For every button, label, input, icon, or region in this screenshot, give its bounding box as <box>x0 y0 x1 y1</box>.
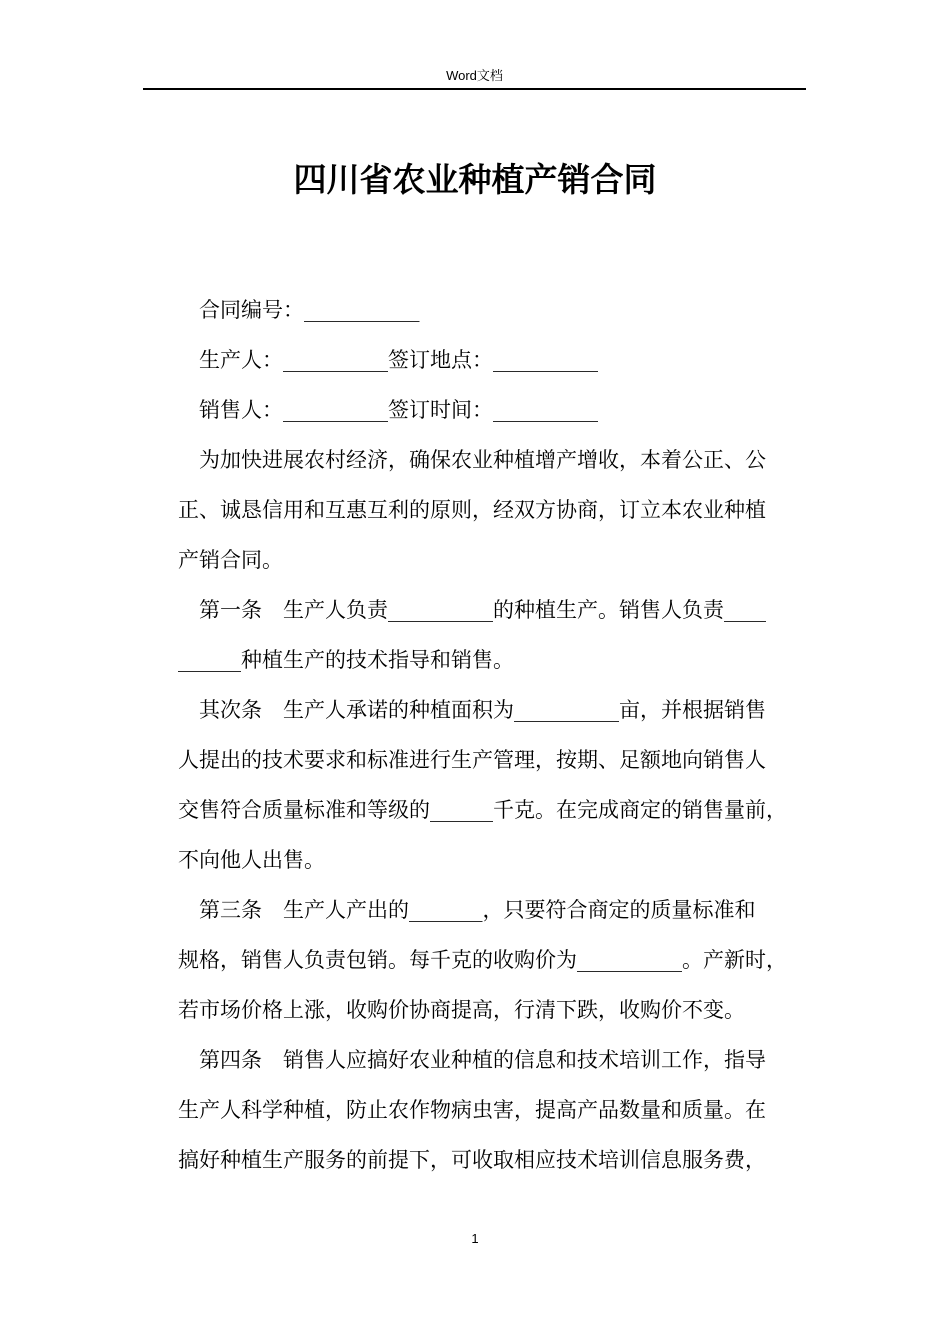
article-2-line: 其次条 生产人承诺的种植面积为__________亩，并根据销售 <box>199 698 766 722</box>
article-2-line: 不向他人出售。 <box>178 848 325 872</box>
article-1-line: 第一条 生产人负责__________的种植生产。销售人负责____ <box>199 598 766 622</box>
article-4-line: 第四条 销售人应搞好农业种植的信息和技术培训工作，指导 <box>199 1048 766 1072</box>
preamble-line: 为加快进展农村经济，确保农业种植增产增收，本着公正、公 <box>199 448 766 472</box>
article-3-line: 规格，销售人负责包销。每千克的收购价为__________。产新时， <box>178 948 787 972</box>
seller-line: 销售人：__________签订时间：__________ <box>199 398 598 422</box>
article-3-line: 第三条 生产人产出的_______，只要符合商定的质量标准和 <box>199 898 756 922</box>
article-2-line: 人提出的技术要求和标准进行生产管理，按期、足额地向销售人 <box>178 748 766 772</box>
article-2-line: 交售符合质量标准和等级的______千克。在完成商定的销售量前， <box>178 798 787 822</box>
preamble-line: 正、诚恳信用和互惠互利的原则，经双方协商，订立本农业种植 <box>178 498 766 522</box>
producer-line: 生产人：__________签订地点：__________ <box>199 348 598 372</box>
article-3-line: 若市场价格上涨，收购价协商提高，行清下跌，收购价不变。 <box>178 998 745 1022</box>
page-number: 1 <box>471 1231 479 1246</box>
article-1-line: ______种植生产的技术指导和销售。 <box>178 648 514 672</box>
document-body <box>178 285 814 1185</box>
article-4-line: 生产人科学种植，防止农作物病虫害，提高产品数量和质量。在 <box>178 1098 766 1122</box>
preamble-line: 产销合同。 <box>178 548 283 572</box>
contract-number-line: 合同编号：___________ <box>199 298 420 322</box>
document-title: 四川省农业种植产销合同 <box>293 160 657 199</box>
header-text: Word文档 <box>446 68 503 83</box>
page-header <box>143 66 806 90</box>
article-4-line: 搞好种植生产服务的前提下，可收取相应技术培训信息服务费， <box>178 1148 766 1172</box>
